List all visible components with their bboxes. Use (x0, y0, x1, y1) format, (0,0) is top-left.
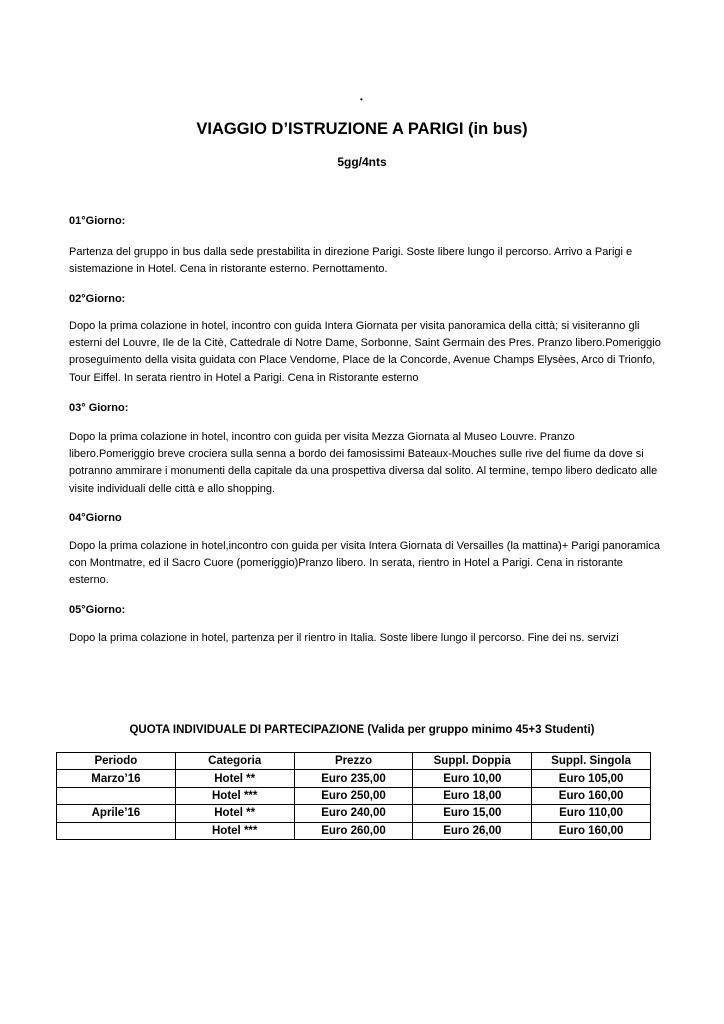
cell-suppl-doppia: Euro 18,00 (413, 787, 532, 804)
day-5-text: Dopo la prima colazione in hotel, partenza per il rientro in Italia. Soste libere lungo il percorso. Fine dei ns. servizi (69, 632, 619, 644)
column-header-suppl-doppia: Suppl. Doppia (413, 753, 532, 770)
cell-categoria: Hotel *** (175, 787, 294, 804)
cell-prezzo: Euro 250,00 (294, 787, 413, 804)
day-5-heading: 05°Giorno: (69, 604, 126, 616)
table-row (57, 787, 651, 804)
cell-suppl-doppia: Euro 10,00 (413, 770, 532, 787)
day-1-text: Partenza del gruppo in bus dalla sede prestabilita in direzione Parigi. Soste libere lungo il percorso. Arrivo a Parigi e sistemazione in Hotel. Cena in ristorante esterno. Pernottamento. (69, 246, 633, 276)
cell-suppl-doppia: Euro 26,00 (413, 822, 532, 839)
column-header-periodo: Periodo (57, 753, 176, 770)
cell-categoria: Hotel *** (175, 822, 294, 839)
cell-periodo (57, 822, 176, 839)
day-3-text: Dopo la prima colazione in hotel, incontro con guida per visita Mezza Giornata al Museo Louvre. Pranzo libero.Pomeriggio breve crociera sulla senna a bordo dei famosissimi Bateaux-Mouches sulle rive del fiume da dove si potranno ammirare i monumenti della capitale da una prospettiva diversa dal solito. Al termine, tempo libero dedicato alle visite individuali delle città e allo shopping. (69, 431, 658, 495)
cell-prezzo: Euro 260,00 (294, 822, 413, 839)
page-subtitle: 5gg/4nts (337, 155, 387, 169)
cell-suppl-singola: Euro 110,00 (532, 805, 651, 822)
table-row (57, 805, 651, 822)
cell-suppl-singola: Euro 105,00 (532, 770, 651, 787)
cell-suppl-singola: Euro 160,00 (532, 822, 651, 839)
quota-title: QUOTA INDIVIDUALE DI PARTECIPAZIONE (Valida per gruppo minimo 45+3 Studenti) (129, 724, 595, 736)
column-header-suppl-singola: Suppl. Singola (532, 753, 651, 770)
day-4-text: Dopo la prima colazione in hotel,incontro con guida per visita Intera Giornata di Versailles (la mattina)+ Parigi panoramica con Montmatre, ed il Sacro Cuore (pomeriggio)Pranzo libero. In serata, rientro in Hotel a Parigi. Cena in ristorante esterno. (69, 540, 660, 587)
day-2-heading: 02°Giorno: (69, 293, 126, 305)
cell-categoria: Hotel ** (175, 770, 294, 787)
day-3-heading: 03° Giorno: (69, 402, 129, 414)
table-row (57, 770, 651, 787)
table-row (57, 822, 651, 839)
decorative-dot: • (360, 95, 363, 104)
day-2-text: Dopo la prima colazione in hotel, incontro con guida Intera Giornata per visita panoramica della città; si visiteranno gli esterni del Louvre, Ile de la Citè, Cattedrale di Notre Dame, Sorbonne, Saint Germain des Pres. Pranzo libero.Pomeriggio proseguimento della visita guidata con Place Vendome, Place de la Concorde, Avenue Champs Elysèes, Arco di Trionfo, Tour Eiffel. In serata rientro in Hotel a Parigi. Cena in Ristorante esterno (69, 320, 661, 384)
cell-suppl-singola: Euro 160,00 (532, 787, 651, 804)
cell-periodo (57, 787, 176, 804)
column-header-prezzo: Prezzo (294, 753, 413, 770)
cell-prezzo: Euro 240,00 (294, 805, 413, 822)
cell-periodo: Marzo’16 (57, 770, 176, 787)
page-title: VIAGGIO D’ISTRUZIONE A PARIGI (in bus) (196, 120, 528, 138)
cell-suppl-doppia: Euro 15,00 (413, 805, 532, 822)
column-header-categoria: Categoria (175, 753, 294, 770)
day-1-heading: 01°Giorno: (69, 215, 126, 227)
cell-categoria: Hotel ** (175, 805, 294, 822)
cell-prezzo: Euro 235,00 (294, 770, 413, 787)
price-table-header-row (57, 753, 651, 770)
cell-periodo: Aprile’16 (57, 805, 176, 822)
price-table (56, 752, 651, 840)
day-4-heading: 04°Giorno (69, 512, 122, 524)
